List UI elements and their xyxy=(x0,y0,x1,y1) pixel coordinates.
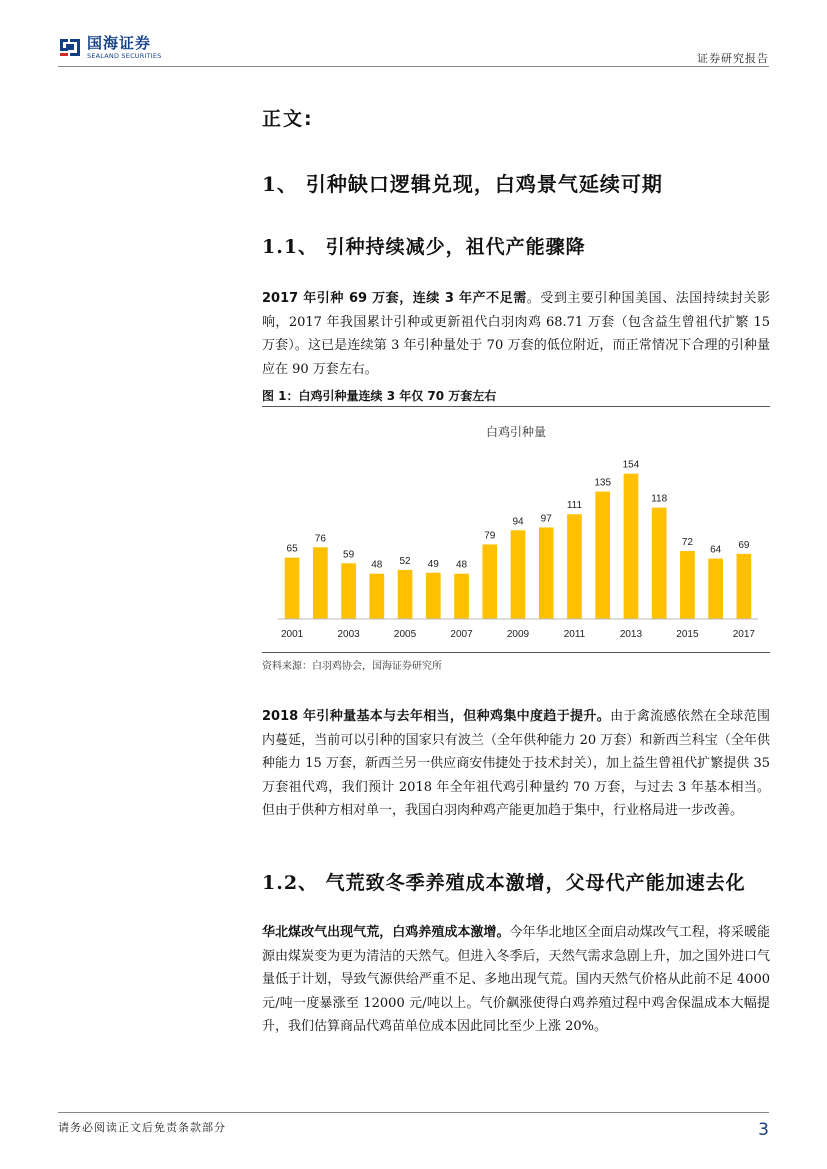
header-divider xyxy=(58,66,769,67)
paragraph-lead: 2017 年引种 69 万套，连续 3 年产不足需 xyxy=(262,291,527,306)
logo-english-name: SEALAND SECURITIES xyxy=(87,52,162,60)
paragraph-gas-shortage xyxy=(262,921,770,1039)
x-tick-label: 2015 xyxy=(676,629,699,640)
chart-bar xyxy=(454,574,469,619)
chart-bar xyxy=(426,573,441,619)
bar-value-label: 111 xyxy=(566,500,583,512)
bar-value-label: 135 xyxy=(594,477,612,489)
page-header xyxy=(58,34,769,68)
bar-value-label: 118 xyxy=(651,493,668,505)
bar-value-label: 48 xyxy=(455,559,468,571)
paragraph-body: 。受到主要引种国美国、法国持续封关影响，2017 年我国累计引种或更新祖代白羽肉鸡 68.71 万套（包含益生曾祖代扩繁 15 万套）。这已是连续第 3 年引种量处于 70 万套的低位附近，而正常情况下合理的引种量应在 90 万套左右。 xyxy=(262,291,770,377)
report-type-label: 证券研究报告 xyxy=(697,52,769,65)
bar-value-label: 52 xyxy=(399,555,411,567)
bar-value-label: 48 xyxy=(371,559,383,571)
bar-value-label: 49 xyxy=(427,558,439,570)
chart-bar xyxy=(737,554,752,619)
bar-value-label: 76 xyxy=(314,533,326,545)
x-tick-label: 2003 xyxy=(337,629,360,640)
paragraph-2017-imports xyxy=(262,287,770,381)
chart-bar xyxy=(595,492,610,619)
chart-bar xyxy=(708,559,723,619)
chart-bar xyxy=(539,527,554,619)
logo-icon xyxy=(58,36,82,58)
paragraph-body: 今年华北地区全面启动煤改气工程，将采暖能源由煤炭变为更为清洁的天然气。但进入冬季后，天然气需求急剧上升，加之国外进口气量低于计划，导致气源供给严重不足、多地出现气荒。国内天然气价格从此前不足 4000 元/吨一度暴涨至 12000 元/吨以上。气价飙涨使得白鸡养殖过程中鸡舍保温成本大幅提升，我们估算商品代鸡苗单位成本因此同比至少上涨 20%。 xyxy=(262,925,770,1034)
page-number: 3 xyxy=(758,1120,769,1140)
chart-title: 白鸡引种量 xyxy=(485,425,547,439)
figure-title: 图 1：白鸡引种量连续 3 年仅 70 万套左右 xyxy=(262,389,497,403)
paragraph-2018-outlook xyxy=(262,705,770,823)
main-heading: 正文: xyxy=(262,108,314,130)
figure-top-rule xyxy=(262,406,770,407)
x-tick-label: 2017 xyxy=(732,629,756,640)
bar-value-label: 69 xyxy=(738,539,750,551)
section-1-2-title: 1.2、 气荒致冬季养殖成本激增，父母代产能加速去化 xyxy=(262,872,746,894)
bar-value-label: 154 xyxy=(622,459,640,471)
chart-bar xyxy=(341,563,356,619)
x-tick-label: 2013 xyxy=(619,629,643,640)
figure-source: 资料来源：白羽鸡协会，国海证券研究所 xyxy=(262,661,442,672)
chart-bar xyxy=(652,508,667,619)
bar-value-label: 72 xyxy=(681,537,693,549)
section-1-1-title: 1.1、 引种持续减少，祖代产能骤降 xyxy=(262,236,586,258)
footer-disclaimer: 请务必阅读正文后免责条款部分 xyxy=(58,1121,226,1134)
logo-chinese-name: 国海证券 xyxy=(87,34,152,52)
x-tick-label: 2005 xyxy=(393,629,417,640)
x-tick-label: 2007 xyxy=(450,629,473,640)
chart-bar xyxy=(398,570,413,619)
chart-bar xyxy=(482,544,497,619)
bar-value-label: 94 xyxy=(512,516,524,528)
bar-value-label: 59 xyxy=(343,549,355,561)
chart-bar xyxy=(624,474,639,619)
figure-bottom-rule xyxy=(262,652,770,653)
chart-bar xyxy=(511,530,526,619)
chart-bar xyxy=(285,558,300,619)
paragraph-lead: 华北煤改气出现气荒，白鸡养殖成本激增。 xyxy=(262,925,510,940)
company-logo xyxy=(58,36,162,60)
section-1-title: 1、 引种缺口逻辑兑现，白鸡景气延续可期 xyxy=(262,172,663,196)
chart-bar xyxy=(369,574,384,619)
import-volume-chart xyxy=(262,408,770,654)
x-tick-label: 2001 xyxy=(280,629,304,640)
x-tick-label: 2011 xyxy=(563,629,586,640)
bar-value-label: 79 xyxy=(484,530,496,542)
chart-bar xyxy=(567,514,582,619)
paragraph-lead: 2018 年引种量基本与去年相当，但种鸡集中度趋于提升。 xyxy=(262,709,611,724)
bar-value-label: 64 xyxy=(710,544,722,556)
footer-divider xyxy=(58,1112,769,1113)
chart-svg xyxy=(262,408,770,654)
chart-bar xyxy=(680,551,695,619)
bar-value-label: 97 xyxy=(540,513,552,525)
paragraph-body: 由于禽流感依然在全球范围内蔓延，当前可以引种的国家只有波兰（全年供种能力 20 万套）和新西兰科宝（全年供种能力 15 万套，新西兰另一供应商安伟捷处于技术封关），加上益生曾祖代扩繁提供 35 万套祖代鸡，我们预计 2018 年全年祖代鸡引种量约 70 万套，与过去 3 年基本相当。但由于供种方相对单一，我国白羽肉种鸡产能更加趋于集中，行业格局进一步改善。 xyxy=(262,709,770,818)
bar-value-label: 65 xyxy=(286,543,298,555)
x-tick-label: 2009 xyxy=(506,629,530,640)
chart-bar xyxy=(313,547,328,619)
